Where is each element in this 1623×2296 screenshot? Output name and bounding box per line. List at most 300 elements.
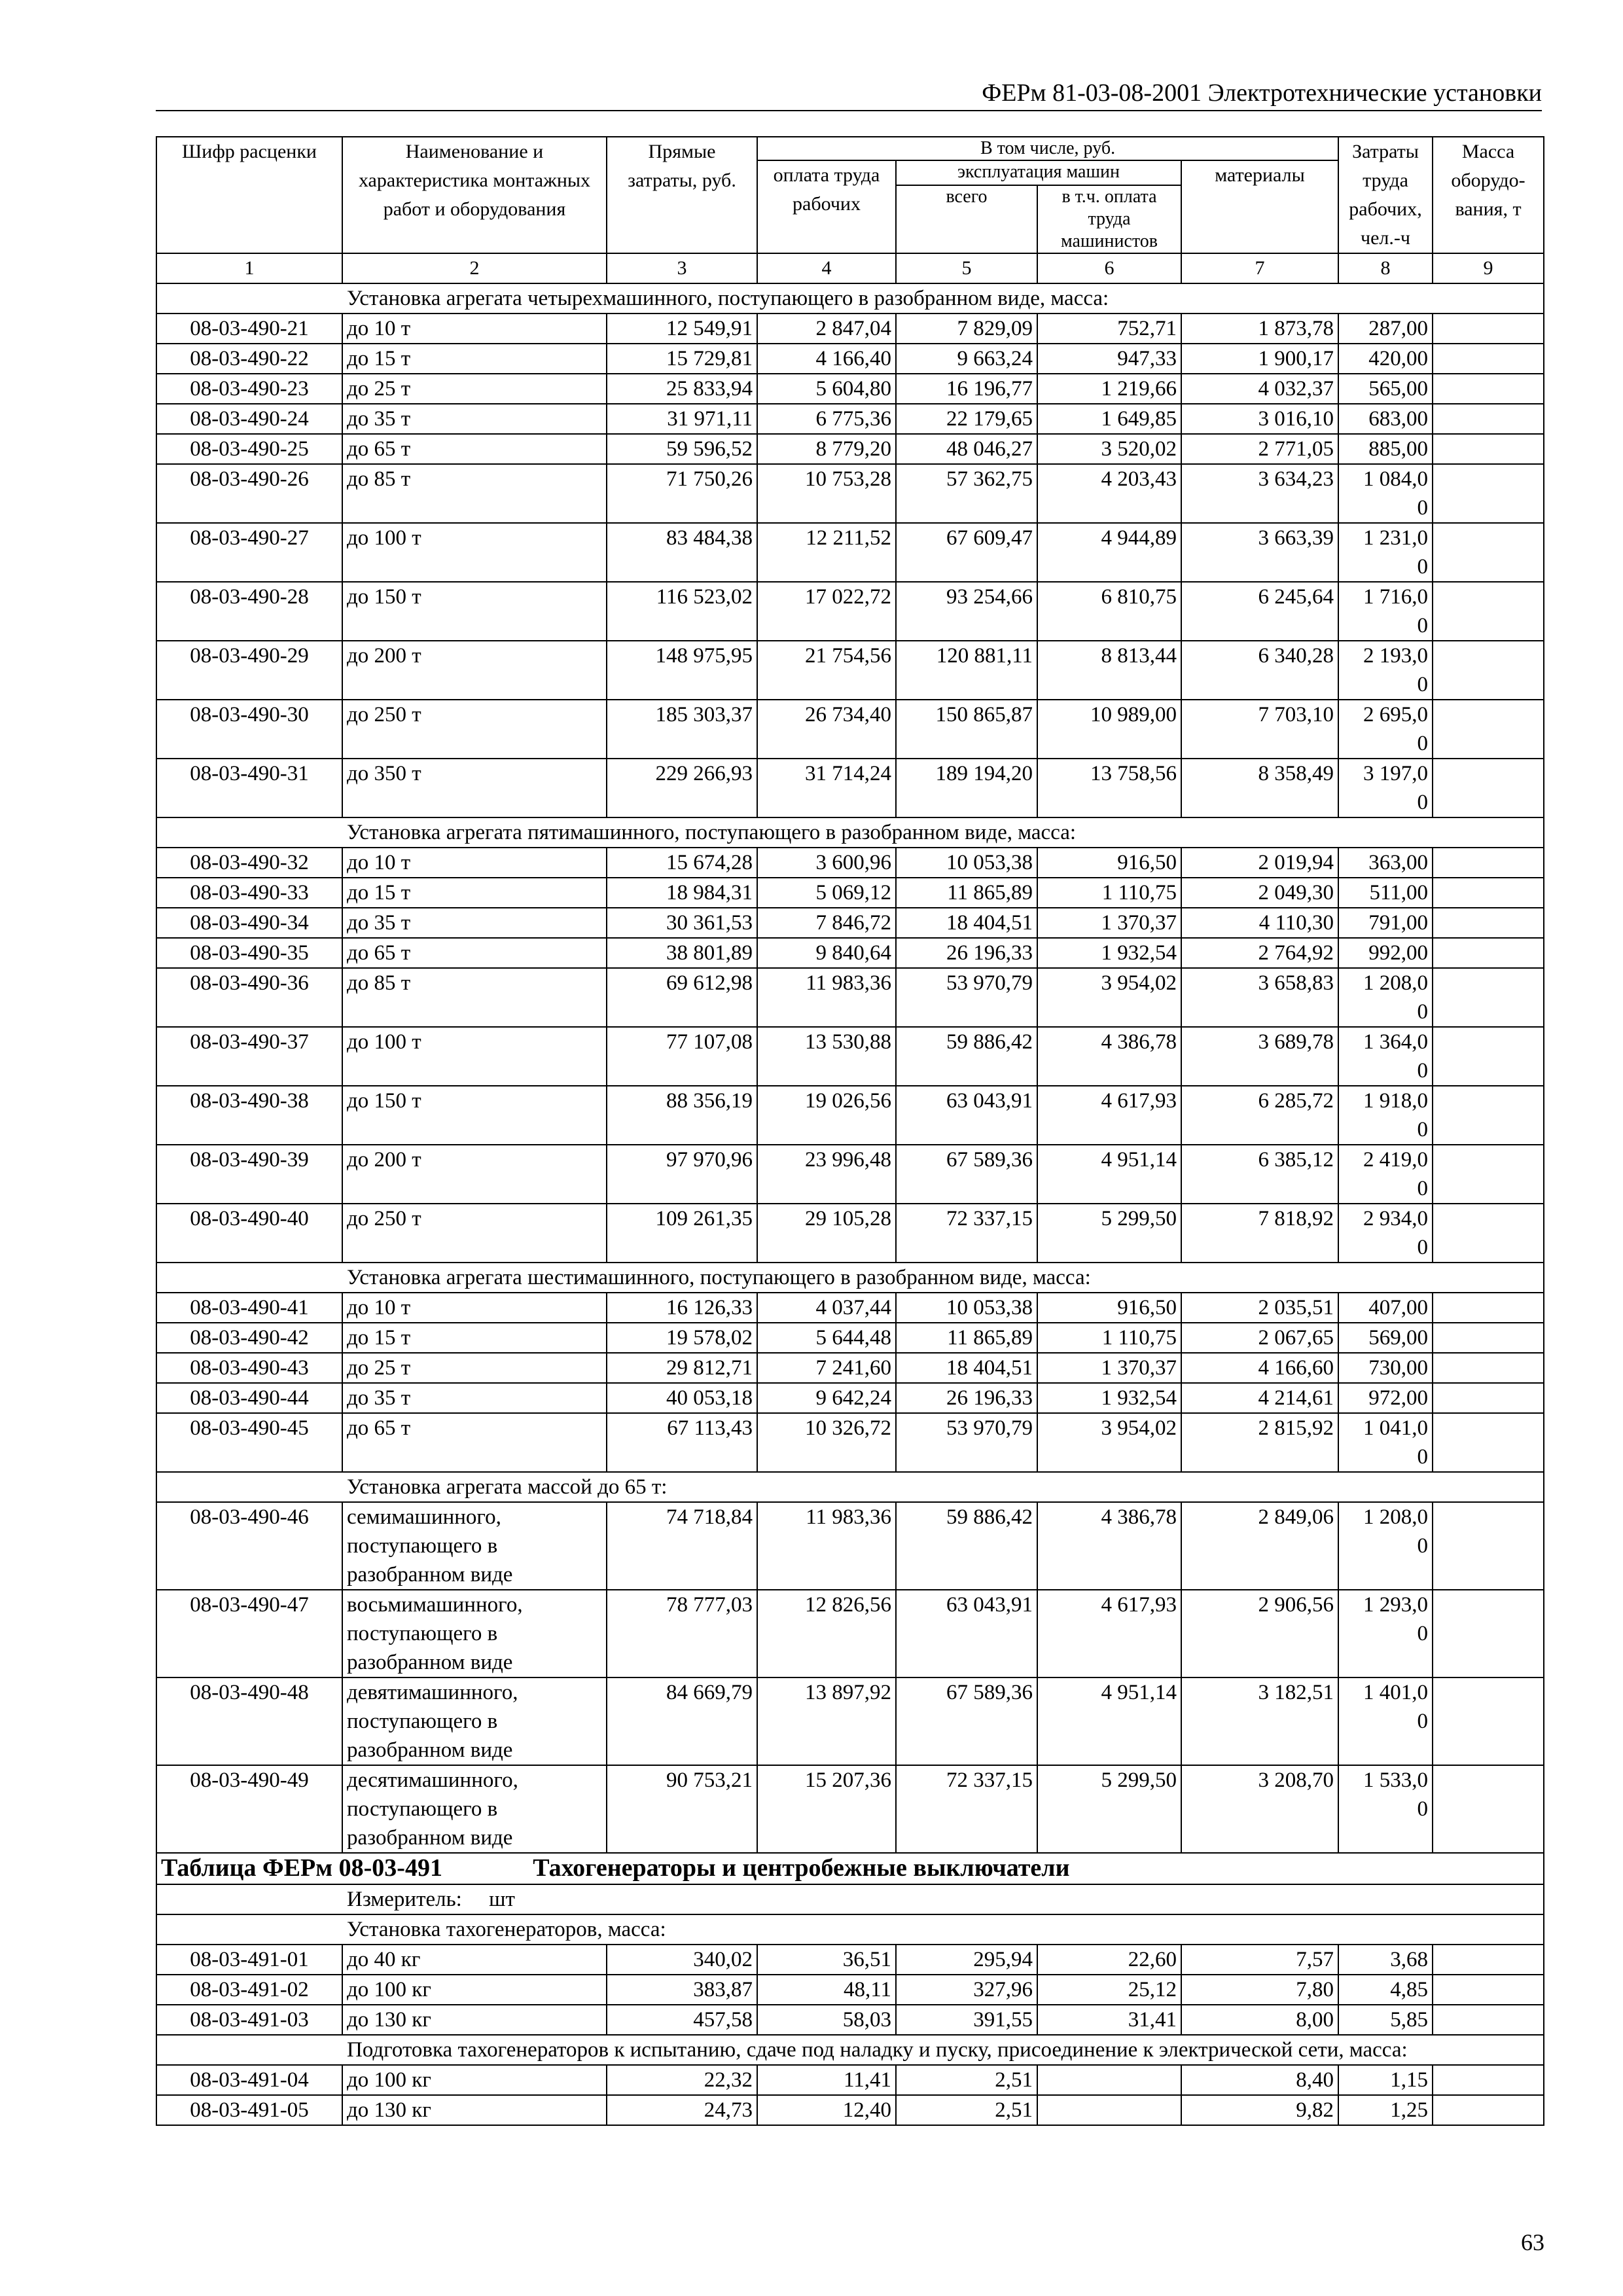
machines-total: 48 046,27	[896, 434, 1037, 464]
direct-cost: 24,73	[607, 2095, 757, 2125]
work-name: до 40 кг	[342, 1945, 607, 1975]
work-name: до 35 т	[342, 404, 607, 434]
labor-pay: 6 775,36	[757, 404, 896, 434]
col-number: 8	[1338, 253, 1433, 283]
materials-cost: 8 358,49	[1181, 759, 1338, 817]
rate-code: 08-03-490-26	[156, 464, 342, 523]
labor-pay: 48,11	[757, 1975, 896, 2005]
labor-hours: 569,00	[1338, 1323, 1433, 1353]
rate-code: 08-03-490-43	[156, 1353, 342, 1383]
direct-cost: 84 669,79	[607, 1677, 757, 1765]
labor-pay: 23 996,48	[757, 1145, 896, 1204]
direct-cost: 31 971,11	[607, 404, 757, 434]
machines-total: 11 865,89	[896, 878, 1037, 908]
direct-cost: 109 261,35	[607, 1204, 757, 1263]
table-row	[156, 1204, 1544, 1263]
labor-hours: 407,00	[1338, 1293, 1433, 1323]
section-title: Установка агрегата массой до 65 т:	[156, 1472, 1544, 1502]
machines-total: 72 337,15	[896, 1204, 1037, 1263]
direct-cost: 71 750,26	[607, 464, 757, 523]
rate-code: 08-03-490-44	[156, 1383, 342, 1413]
rate-code: 08-03-490-35	[156, 938, 342, 968]
equipment-mass	[1433, 700, 1544, 759]
labor-hours: 730,00	[1338, 1353, 1433, 1383]
machinist-pay: 10 989,00	[1037, 700, 1181, 759]
direct-cost: 116 523,02	[607, 582, 757, 641]
section-title: Установка агрегата четырехмашинного, поступающего в разобранном виде, масса:	[156, 283, 1544, 314]
work-name: до 85 т	[342, 464, 607, 523]
table-row	[156, 1145, 1544, 1204]
labor-pay: 8 779,20	[757, 434, 896, 464]
labor-hours: 1 041,0 0	[1338, 1413, 1433, 1472]
labor-pay: 12 211,52	[757, 523, 896, 582]
labor-hours: 4,85	[1338, 1975, 1433, 2005]
equipment-mass	[1433, 1293, 1544, 1323]
table-row	[156, 641, 1544, 700]
materials-cost: 6 340,28	[1181, 641, 1338, 700]
materials-cost: 8,00	[1181, 2005, 1338, 2035]
materials-cost: 8,40	[1181, 2065, 1338, 2095]
work-name: до 250 т	[342, 700, 607, 759]
rate-code: 08-03-490-27	[156, 523, 342, 582]
labor-hours: 5,85	[1338, 2005, 1433, 2035]
rate-code: 08-03-490-21	[156, 314, 342, 344]
direct-cost: 15 674,28	[607, 848, 757, 878]
direct-cost: 22,32	[607, 2065, 757, 2095]
col-name-header: Наименование и характеристика монтажных работ и оборудования	[342, 137, 607, 253]
equipment-mass	[1433, 464, 1544, 523]
labor-pay: 36,51	[757, 1945, 896, 1975]
machinist-pay: 8 813,44	[1037, 641, 1181, 700]
table-row	[156, 374, 1544, 404]
work-name: до 100 кг	[342, 2065, 607, 2095]
rate-code: 08-03-491-01	[156, 1945, 342, 1975]
rate-code: 08-03-490-32	[156, 848, 342, 878]
work-name: до 15 т	[342, 1323, 607, 1353]
rate-code: 08-03-490-46	[156, 1502, 342, 1590]
labor-hours: 1,25	[1338, 2095, 1433, 2125]
labor-hours: 287,00	[1338, 314, 1433, 344]
rate-code: 08-03-490-33	[156, 878, 342, 908]
materials-cost: 7,80	[1181, 1975, 1338, 2005]
table-row	[156, 908, 1544, 938]
table-label: Таблица ФЕРм 08-03-491	[161, 1854, 442, 1882]
work-name: до 150 т	[342, 582, 607, 641]
machines-total: 22 179,65	[896, 404, 1037, 434]
col-number: 9	[1433, 253, 1544, 283]
work-name: десятимашинного, поступающего в разобранном виде	[342, 1765, 607, 1853]
materials-cost: 1 873,78	[1181, 314, 1338, 344]
machines-total: 2,51	[896, 2065, 1037, 2095]
col-number: 1	[156, 253, 342, 283]
machinist-pay: 4 617,93	[1037, 1086, 1181, 1145]
machines-total: 53 970,79	[896, 968, 1037, 1027]
table-row	[156, 1086, 1544, 1145]
labor-pay: 12 826,56	[757, 1590, 896, 1677]
labor-pay: 5 604,80	[757, 374, 896, 404]
machinist-pay: 1 932,54	[1037, 1383, 1181, 1413]
col-labor-cost-header: Затраты труда рабочих, чел.-ч	[1338, 137, 1433, 253]
materials-cost: 2 849,06	[1181, 1502, 1338, 1590]
labor-hours: 2 934,0 0	[1338, 1204, 1433, 1263]
machinist-pay	[1037, 2095, 1181, 2125]
labor-hours: 1,15	[1338, 2065, 1433, 2095]
machinist-pay: 1 649,85	[1037, 404, 1181, 434]
table-row	[156, 2065, 1544, 2095]
table-row	[156, 848, 1544, 878]
materials-cost: 4 032,37	[1181, 374, 1338, 404]
equipment-mass	[1433, 759, 1544, 817]
materials-cost: 1 900,17	[1181, 344, 1338, 374]
work-name: до 25 т	[342, 374, 607, 404]
labor-hours: 1 533,0 0	[1338, 1765, 1433, 1853]
rate-code: 08-03-491-05	[156, 2095, 342, 2125]
labor-hours: 2 193,0 0	[1338, 641, 1433, 700]
work-name: до 130 кг	[342, 2095, 607, 2125]
document-title: ФЕРм 81-03-08-2001 Электротехнические установки	[982, 79, 1542, 107]
machines-total: 327,96	[896, 1975, 1037, 2005]
labor-hours: 3,68	[1338, 1945, 1433, 1975]
equipment-mass	[1433, 848, 1544, 878]
measure-unit: Измеритель: шт	[156, 1884, 1544, 1914]
table-row	[156, 1975, 1544, 2005]
machinist-pay: 5 299,50	[1037, 1204, 1181, 1263]
labor-hours: 1 401,0 0	[1338, 1677, 1433, 1765]
labor-hours: 683,00	[1338, 404, 1433, 434]
direct-cost: 229 266,93	[607, 759, 757, 817]
direct-cost: 29 812,71	[607, 1353, 757, 1383]
machines-total: 67 609,47	[896, 523, 1037, 582]
work-name: до 100 кг	[342, 1975, 607, 2005]
table-row	[156, 1590, 1544, 1677]
materials-cost: 3 016,10	[1181, 404, 1338, 434]
machinist-pay: 25,12	[1037, 1975, 1181, 2005]
work-name: до 25 т	[342, 1353, 607, 1383]
rate-code: 08-03-491-02	[156, 1975, 342, 2005]
work-name: семимашинного, поступающего в разобранном виде	[342, 1502, 607, 1590]
materials-cost: 2 815,92	[1181, 1413, 1338, 1472]
col-number: 4	[757, 253, 896, 283]
machines-total: 10 053,38	[896, 1293, 1037, 1323]
materials-cost: 4 214,61	[1181, 1383, 1338, 1413]
table-490-body	[156, 283, 1544, 1853]
machinist-pay: 916,50	[1037, 848, 1181, 878]
equipment-mass	[1433, 404, 1544, 434]
col-labor-pay-header: оплата труда рабочих	[757, 160, 896, 253]
section-title: Установка агрегата шестимашинного, поступающего в разобранном виде, масса:	[156, 1263, 1544, 1293]
machines-total: 59 886,42	[896, 1502, 1037, 1590]
machines-total: 189 194,20	[896, 759, 1037, 817]
table-row	[156, 404, 1544, 434]
labor-hours: 1 293,0 0	[1338, 1590, 1433, 1677]
materials-cost: 2 049,30	[1181, 878, 1338, 908]
rate-code: 08-03-490-29	[156, 641, 342, 700]
direct-cost: 74 718,84	[607, 1502, 757, 1590]
labor-hours: 972,00	[1338, 1383, 1433, 1413]
rate-code: 08-03-490-24	[156, 404, 342, 434]
table-row	[156, 344, 1544, 374]
labor-pay: 58,03	[757, 2005, 896, 2035]
direct-cost: 15 729,81	[607, 344, 757, 374]
machines-total: 9 663,24	[896, 344, 1037, 374]
labor-hours: 1 208,0 0	[1338, 968, 1433, 1027]
materials-cost: 3 689,78	[1181, 1027, 1338, 1086]
work-name: девятимашинного, поступающего в разобранном виде	[342, 1677, 607, 1765]
materials-cost: 7 818,92	[1181, 1204, 1338, 1263]
materials-cost: 6 285,72	[1181, 1086, 1338, 1145]
machines-total: 2,51	[896, 2095, 1037, 2125]
equipment-mass	[1433, 1677, 1544, 1765]
machinist-pay: 4 951,14	[1037, 1145, 1181, 1204]
work-name: до 35 т	[342, 1383, 607, 1413]
equipment-mass	[1433, 1945, 1544, 1975]
equipment-mass	[1433, 2065, 1544, 2095]
labor-pay: 26 734,40	[757, 700, 896, 759]
labor-pay: 5 069,12	[757, 878, 896, 908]
labor-pay: 19 026,56	[757, 1086, 896, 1145]
work-name: до 35 т	[342, 908, 607, 938]
machines-total: 16 196,77	[896, 374, 1037, 404]
rate-code: 08-03-490-40	[156, 1204, 342, 1263]
table-row	[156, 938, 1544, 968]
machinist-pay: 4 386,78	[1037, 1027, 1181, 1086]
machinist-pay	[1037, 2065, 1181, 2095]
measure-row	[156, 1884, 1544, 1914]
col-machinist-pay-header: в т.ч. оплата труда машинистов	[1037, 185, 1181, 253]
labor-pay: 10 753,28	[757, 464, 896, 523]
direct-cost: 88 356,19	[607, 1086, 757, 1145]
direct-cost: 185 303,37	[607, 700, 757, 759]
equipment-mass	[1433, 523, 1544, 582]
machines-total: 93 254,66	[896, 582, 1037, 641]
labor-pay: 10 326,72	[757, 1413, 896, 1472]
section-title: Установка тахогенераторов, масса:	[156, 1914, 1544, 1945]
materials-cost: 6 245,64	[1181, 582, 1338, 641]
equipment-mass	[1433, 374, 1544, 404]
direct-cost: 90 753,21	[607, 1765, 757, 1853]
col-machines-header: эксплуатация машин	[896, 160, 1181, 185]
rate-code: 08-03-490-48	[156, 1677, 342, 1765]
labor-pay: 4 037,44	[757, 1293, 896, 1323]
equipment-mass	[1433, 1027, 1544, 1086]
machinist-pay: 6 810,75	[1037, 582, 1181, 641]
machinist-pay: 947,33	[1037, 344, 1181, 374]
machines-total: 63 043,91	[896, 1086, 1037, 1145]
materials-cost: 3 208,70	[1181, 1765, 1338, 1853]
machines-total: 72 337,15	[896, 1765, 1037, 1853]
labor-pay: 3 600,96	[757, 848, 896, 878]
work-name: восьмимашинного, поступающего в разобранном виде	[342, 1590, 607, 1677]
equipment-mass	[1433, 1590, 1544, 1677]
col-including-header: В том числе, руб.	[757, 137, 1338, 160]
rate-code: 08-03-490-23	[156, 374, 342, 404]
col-direct-header: Прямые затраты, руб.	[607, 137, 757, 253]
table-row	[156, 523, 1544, 582]
materials-cost: 2 764,92	[1181, 938, 1338, 968]
labor-hours: 1 918,0 0	[1338, 1086, 1433, 1145]
materials-cost: 4 166,60	[1181, 1353, 1338, 1383]
labor-hours: 791,00	[1338, 908, 1433, 938]
work-name: до 200 т	[342, 641, 607, 700]
machinist-pay: 1 219,66	[1037, 374, 1181, 404]
equipment-mass	[1433, 1204, 1544, 1263]
machines-total: 391,55	[896, 2005, 1037, 2035]
work-name: до 65 т	[342, 1413, 607, 1472]
equipment-mass	[1433, 314, 1544, 344]
col-number: 7	[1181, 253, 1338, 283]
labor-pay: 5 644,48	[757, 1323, 896, 1353]
direct-cost: 38 801,89	[607, 938, 757, 968]
rate-code: 08-03-490-42	[156, 1323, 342, 1353]
machines-total: 59 886,42	[896, 1027, 1037, 1086]
rate-code: 08-03-490-22	[156, 344, 342, 374]
work-name: до 100 т	[342, 1027, 607, 1086]
materials-cost: 2 906,56	[1181, 1590, 1338, 1677]
equipment-mass	[1433, 1353, 1544, 1383]
machinist-pay: 4 386,78	[1037, 1502, 1181, 1590]
table-row	[156, 1383, 1544, 1413]
rate-code: 08-03-490-36	[156, 968, 342, 1027]
labor-pay: 15 207,36	[757, 1765, 896, 1853]
machinist-pay: 1 110,75	[1037, 878, 1181, 908]
materials-cost: 2 067,65	[1181, 1323, 1338, 1353]
materials-cost: 2 019,94	[1181, 848, 1338, 878]
labor-hours: 420,00	[1338, 344, 1433, 374]
machinist-pay: 3 954,02	[1037, 1413, 1181, 1472]
work-name: до 10 т	[342, 848, 607, 878]
materials-cost: 2 035,51	[1181, 1293, 1338, 1323]
table-row	[156, 1765, 1544, 1853]
machinist-pay: 22,60	[1037, 1945, 1181, 1975]
machines-total: 57 362,75	[896, 464, 1037, 523]
table-row	[156, 582, 1544, 641]
machinist-pay: 916,50	[1037, 1293, 1181, 1323]
section-title-row	[156, 283, 1544, 314]
rate-code: 08-03-490-47	[156, 1590, 342, 1677]
equipment-mass	[1433, 344, 1544, 374]
rate-code: 08-03-491-03	[156, 2005, 342, 2035]
equipment-mass	[1433, 2005, 1544, 2035]
col-code-header: Шифр расценки	[156, 137, 342, 253]
table-caption-row	[156, 1853, 1544, 1884]
labor-hours: 511,00	[1338, 878, 1433, 908]
labor-hours: 1 208,0 0	[1338, 1502, 1433, 1590]
table-row	[156, 1502, 1544, 1590]
work-name: до 15 т	[342, 878, 607, 908]
labor-pay: 9 840,64	[757, 938, 896, 968]
labor-hours: 1 084,0 0	[1338, 464, 1433, 523]
rate-code: 08-03-490-38	[156, 1086, 342, 1145]
machines-total: 150 865,87	[896, 700, 1037, 759]
labor-pay: 4 166,40	[757, 344, 896, 374]
labor-hours: 3 197,0 0	[1338, 759, 1433, 817]
page-header	[156, 77, 1542, 111]
materials-cost: 7 703,10	[1181, 700, 1338, 759]
section-title: Установка агрегата пятимашинного, поступающего в разобранном виде, масса:	[156, 817, 1544, 848]
price-table	[156, 136, 1544, 2126]
machinist-pay: 31,41	[1037, 2005, 1181, 2035]
equipment-mass	[1433, 1765, 1544, 1853]
work-name: до 65 т	[342, 434, 607, 464]
equipment-mass	[1433, 938, 1544, 968]
labor-pay: 13 897,92	[757, 1677, 896, 1765]
machines-total: 53 970,79	[896, 1413, 1037, 1472]
equipment-mass	[1433, 641, 1544, 700]
equipment-mass	[1433, 2095, 1544, 2125]
machinist-pay: 1 110,75	[1037, 1323, 1181, 1353]
machines-total: 26 196,33	[896, 1383, 1037, 1413]
labor-pay: 11,41	[757, 2065, 896, 2095]
direct-cost: 59 596,52	[607, 434, 757, 464]
labor-pay: 12,40	[757, 2095, 896, 2125]
labor-hours: 885,00	[1338, 434, 1433, 464]
direct-cost: 16 126,33	[607, 1293, 757, 1323]
labor-pay: 21 754,56	[757, 641, 896, 700]
labor-pay: 17 022,72	[757, 582, 896, 641]
materials-cost: 9,82	[1181, 2095, 1338, 2125]
direct-cost: 148 975,95	[607, 641, 757, 700]
rate-code: 08-03-490-25	[156, 434, 342, 464]
direct-cost: 19 578,02	[607, 1323, 757, 1353]
table-row	[156, 1413, 1544, 1472]
table-row	[156, 1353, 1544, 1383]
direct-cost: 69 612,98	[607, 968, 757, 1027]
labor-pay: 29 105,28	[757, 1204, 896, 1263]
labor-hours: 1 231,0 0	[1338, 523, 1433, 582]
equipment-mass	[1433, 582, 1544, 641]
direct-cost: 97 970,96	[607, 1145, 757, 1204]
machines-total: 7 829,09	[896, 314, 1037, 344]
rate-code: 08-03-490-37	[156, 1027, 342, 1086]
rate-code: 08-03-491-04	[156, 2065, 342, 2095]
labor-pay: 11 983,36	[757, 968, 896, 1027]
machines-total: 26 196,33	[896, 938, 1037, 968]
direct-cost: 30 361,53	[607, 908, 757, 938]
col-number: 5	[896, 253, 1037, 283]
machinist-pay: 4 951,14	[1037, 1677, 1181, 1765]
table-row	[156, 1323, 1544, 1353]
rate-code: 08-03-490-41	[156, 1293, 342, 1323]
work-name: до 200 т	[342, 1145, 607, 1204]
materials-cost: 6 385,12	[1181, 1145, 1338, 1204]
work-name: до 250 т	[342, 1204, 607, 1263]
labor-pay: 7 846,72	[757, 908, 896, 938]
table-row	[156, 1027, 1544, 1086]
machines-total: 295,94	[896, 1945, 1037, 1975]
labor-hours: 1 716,0 0	[1338, 582, 1433, 641]
table-row	[156, 968, 1544, 1027]
materials-cost: 2 771,05	[1181, 434, 1338, 464]
section-title-row	[156, 1263, 1544, 1293]
work-name: до 10 т	[342, 314, 607, 344]
rate-code: 08-03-490-30	[156, 700, 342, 759]
machines-total: 18 404,51	[896, 908, 1037, 938]
table-row	[156, 1945, 1544, 1975]
machinist-pay: 3 520,02	[1037, 434, 1181, 464]
col-number: 3	[607, 253, 757, 283]
col-machines-total-header: всего	[896, 185, 1037, 253]
direct-cost: 18 984,31	[607, 878, 757, 908]
table-row	[156, 759, 1544, 817]
table-491-body	[156, 1853, 1544, 2125]
labor-pay: 9 642,24	[757, 1383, 896, 1413]
work-name: до 350 т	[342, 759, 607, 817]
equipment-mass	[1433, 1975, 1544, 2005]
equipment-mass	[1433, 968, 1544, 1027]
equipment-mass	[1433, 1323, 1544, 1353]
work-name: до 130 кг	[342, 2005, 607, 2035]
materials-cost: 7,57	[1181, 1945, 1338, 1975]
